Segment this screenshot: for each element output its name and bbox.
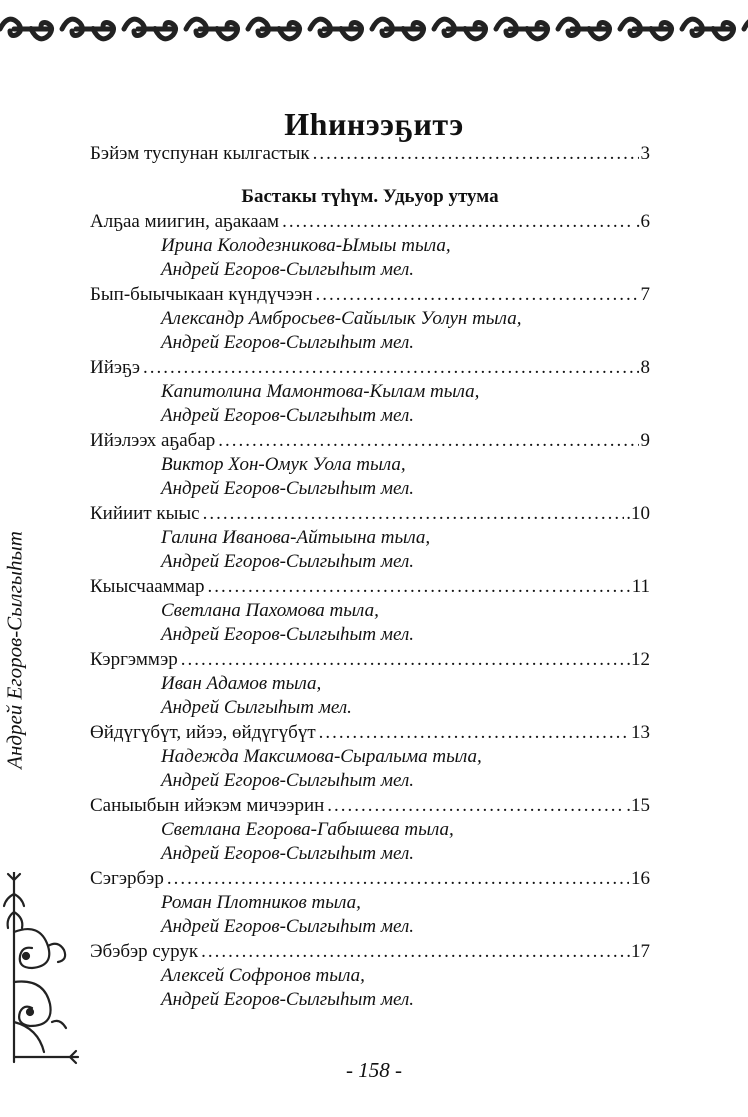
toc-entry-title: Ийэҕэ	[90, 357, 140, 378]
toc-page-number: .6	[635, 211, 650, 232]
toc-lyricist-line: Галина Иванова-Айтыына тыла,	[161, 527, 431, 548]
toc-composer-line: Андрей Егоров-Сылгыһыт мел.	[161, 624, 414, 645]
toc-entry-title: Өйдүгүбүт, ийээ, өйдүгүбүт	[90, 722, 316, 743]
toc-composer-line: Андрей Егоров-Сылгыһыт мел.	[161, 551, 414, 572]
toc-composer-line: Андрей Егоров-Сылгыһыт мел.	[161, 332, 414, 353]
toc-entry-row	[90, 209, 650, 234]
toc-composer-line: Андрей Егоров-Сылгыһыт мел.	[161, 770, 414, 791]
toc-entry-title: Кэргэммэр	[90, 649, 178, 670]
toc-entry-row	[90, 282, 650, 307]
toc-entry-row	[90, 574, 650, 599]
side-running-title-text: Андрей Егоров-Сылгыһыт	[2, 531, 27, 769]
toc-lyricist-line: Алексей Софронов тыла,	[161, 965, 365, 986]
toc-lyricist-line: Ирина Колодезникова-Ымыы тыла,	[161, 235, 451, 256]
toc-entry-title: Эбэбэр сурук	[90, 941, 199, 962]
toc-composer-line: Андрей Егоров-Сылгыһыт мел.	[161, 916, 414, 937]
dot-leader	[203, 501, 625, 526]
section-heading: Бастакы түһүм. Удьуор утума	[241, 186, 499, 207]
toc-entry-row	[90, 866, 650, 891]
toc-lyricist-line: Светлана Егорова-Габышева тыла,	[161, 819, 454, 840]
dot-leader	[143, 355, 639, 380]
toc-entry-row	[90, 647, 650, 672]
table-of-contents	[90, 141, 650, 1012]
toc-lyricist-line: Александр Амбросьев-Сайылык Уолун тыла,	[161, 308, 522, 329]
toc-entry-row	[90, 428, 650, 453]
toc-composer-line: Андрей Егоров-Сылгыһыт мел.	[161, 405, 414, 426]
toc-page-number: .10	[626, 503, 650, 524]
toc-page-number: 16	[631, 868, 650, 889]
toc-composer-line: Андрей Егоров-Сылгыһыт мел.	[161, 478, 414, 499]
toc-entry-title: Бэйэм туспунан кылгастык	[90, 143, 310, 164]
dot-leader	[181, 647, 624, 672]
toc-entry-title: Кийиит кыыс	[90, 503, 200, 524]
page-number: - 158 -	[346, 1058, 402, 1082]
toc-page-number: 11	[631, 576, 650, 597]
toc-entry-title: Ийэлээх аҕабар	[90, 430, 216, 451]
side-running-title	[0, 498, 30, 803]
page-heading: Иһинээҕитэ	[284, 106, 464, 143]
dot-leader	[218, 428, 638, 453]
toc-page-number: .12	[626, 649, 650, 670]
dot-leader	[208, 574, 630, 599]
toc-composer-line: Андрей Егоров-Сылгыһыт мел.	[161, 843, 414, 864]
toc-page-number: 7	[640, 284, 650, 305]
toc-entry-title: Алҕаа миигин, аҕакаам	[90, 211, 280, 232]
toc-intro-row	[90, 141, 650, 166]
toc-lyricist-line: Виктор Хон-Омук Уола тыла,	[161, 454, 406, 475]
toc-composer-line: Андрей Егоров-Сылгыһыт мел.	[161, 259, 414, 280]
toc-entry-title: Сэгэрбэр	[90, 868, 164, 889]
dot-leader	[282, 209, 634, 234]
dot-leader	[316, 282, 639, 307]
toc-composer-line: Андрей Егоров-Сылгыһыт мел.	[161, 989, 414, 1010]
floral-corner-ornament	[0, 872, 80, 1067]
dot-leader	[167, 866, 629, 891]
toc-page-number: 13	[631, 722, 650, 743]
toc-lyricist-line: Иван Адамов тыла,	[161, 673, 322, 694]
toc-entry-list	[90, 209, 650, 1012]
top-scroll-ornament	[0, 6, 748, 52]
dot-leader	[327, 793, 624, 818]
toc-page-number: 3	[640, 143, 650, 164]
toc-entry-title: Бып-быычыкаан күндүчээн	[90, 284, 313, 305]
toc-entry-row	[90, 501, 650, 526]
dot-leader	[313, 141, 639, 166]
toc-lyricist-line: Светлана Пахомова тыла,	[161, 600, 379, 621]
dot-leader	[201, 939, 624, 964]
toc-lyricist-line: Капитолина Мамонтова-Кылам тыла,	[161, 381, 480, 402]
toc-entry-title: Кыысчааммар	[90, 576, 205, 597]
toc-page-number: .15	[626, 795, 650, 816]
toc-entry-row	[90, 720, 650, 745]
toc-page-number: 8	[640, 357, 650, 378]
toc-composer-line: Андрей Сылгыһыт мел.	[161, 697, 352, 718]
toc-entry-title: Саныыбын ийэкэм мичээрин	[90, 795, 325, 816]
toc-lyricist-line: Надежда Максимова-Сыралыма тыла,	[161, 746, 482, 767]
dot-leader	[319, 720, 629, 745]
toc-page-number: .17	[626, 941, 650, 962]
toc-page-number: 9	[640, 430, 650, 451]
toc-lyricist-line: Роман Плотников тыла,	[161, 892, 361, 913]
toc-entry-row	[90, 355, 650, 380]
toc-entry-row	[90, 939, 650, 964]
toc-entry-row	[90, 793, 650, 818]
